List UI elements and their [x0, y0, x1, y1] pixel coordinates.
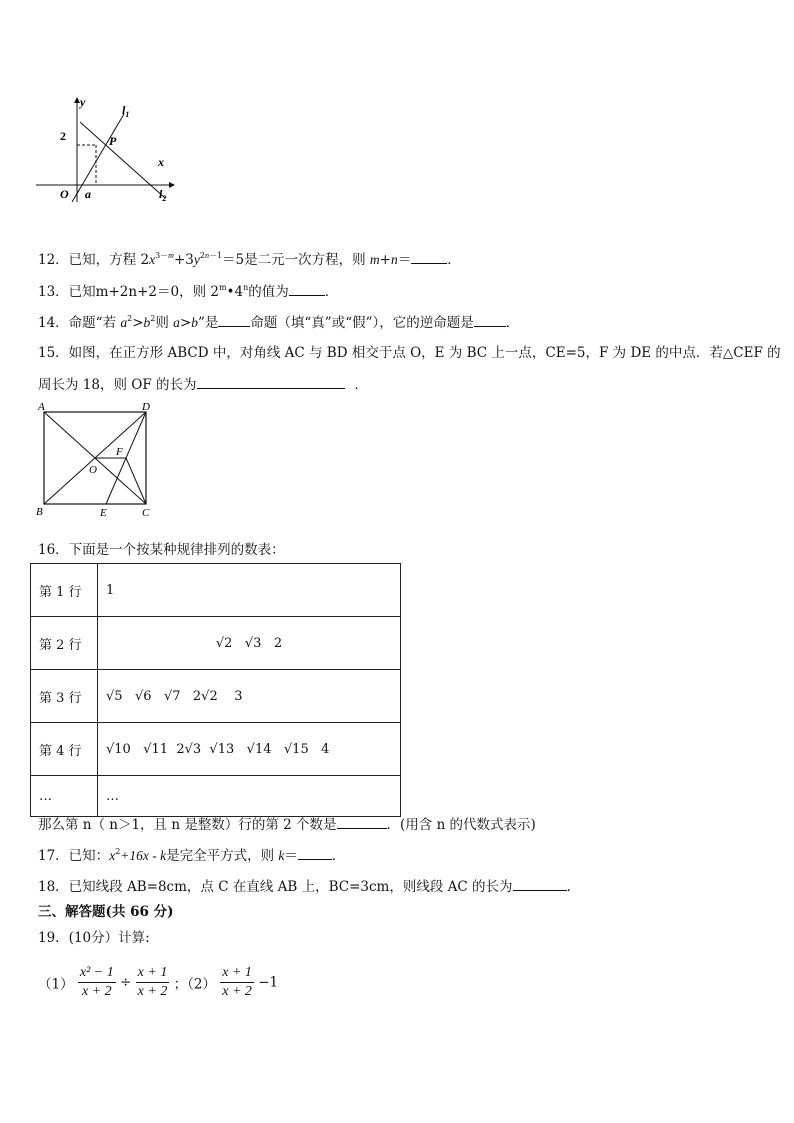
table-row: … … — [31, 776, 401, 817]
question-16-ask: 那么第 n（ n＞1，且 n 是整数）行的第 2 个数是 ．(用含 n 的代数式表示) — [38, 814, 536, 835]
question-12: 12．已知，方程 $2x^{3-m}+3y^{2n-1}=5$是二元一次方程，则 m+n＝ ． — [38, 251, 461, 268]
question-15-line1: 15．如图，在正方形 ABCD 中，对角线 AC 与 BD 相交于点 O，E 为 BC 上一点，CE=5，F 为 DE 的中点．若△CEF 的 — [38, 345, 781, 361]
line-graph-figure — [30, 92, 180, 207]
label-F: F — [116, 446, 123, 458]
l1-label: $l_1$ — [122, 103, 130, 119]
label-E: E — [100, 507, 107, 519]
label-B: B — [36, 506, 43, 518]
origin-label: O — [60, 187, 69, 201]
answer-blank-14b[interactable] — [474, 312, 506, 327]
fraction-2: $\frac{x + 1}{x + 2}$ — [137, 965, 168, 999]
fraction-1: $\frac{\text{x² − 1}}{x + 2}$ — [79, 965, 114, 999]
p-label: P — [109, 134, 117, 148]
y-label: y — [80, 95, 86, 109]
table-row: 第 4 行 √10 √11 2√3 √13 √14 √15 4 — [31, 723, 401, 776]
question-16-intro: 16．下面是一个按某种规律排列的数表： — [38, 542, 285, 558]
answer-blank-16[interactable] — [337, 814, 387, 829]
question-19: 19．(10分）计算: — [38, 930, 150, 946]
l2-label: $l_2$ — [159, 187, 167, 203]
section-3-title: 三、解答题(共 66 分) — [38, 904, 174, 920]
label-A: A — [38, 401, 45, 413]
question-19-parts: （1） $\frac{\text{x² − 1}}{x + 2}$ ÷ $\frac{x + 1}{x + 2}$ ；（2） $\frac{x + 1}{x + 2}$ −1 — [38, 965, 279, 999]
label-C: C — [142, 507, 150, 519]
answer-blank-13[interactable] — [289, 281, 325, 296]
a-label: a — [85, 187, 91, 201]
table-row: 第 3 行 √5 √6 √7 2√2 3 — [31, 670, 401, 723]
label-D: D — [142, 401, 150, 413]
question-18: 18．已知线段 AB=8cm，点 C 在直线 AB 上，BC=3cm，则线段 AC 的长为 . — [38, 876, 571, 897]
answer-blank-14a[interactable] — [218, 312, 250, 327]
label-O: O — [89, 464, 97, 476]
answer-blank-15[interactable] — [197, 374, 345, 389]
two-label: 2 — [60, 129, 66, 143]
table-row: 第 2 行 √2 √3 2 — [31, 617, 401, 670]
table-row: 第 1 行 1 — [31, 564, 401, 617]
question-13: 13．已知m+2n+2＝0，则 2$^m$•4$^n$的值为 ． — [38, 283, 339, 300]
line-l1 — [72, 114, 124, 202]
sequence-table — [30, 563, 401, 817]
square-figure — [34, 398, 164, 522]
question-17: 17．已知：$x^2+16x - k$是完全平方式，则 k＝ ． — [38, 847, 346, 864]
line-l2 — [80, 122, 165, 198]
question-15-line2: 周长为 18，则 OF 的长为 ． — [38, 374, 368, 395]
fraction-3: $\frac{x + 1}{x + 2}$ — [222, 965, 252, 999]
answer-blank-12[interactable] — [411, 249, 447, 264]
question-14: 14．命题“若 $a^2>b^2$则 a>b”是 命题（填“真”或“假”），它的逆命题是 ． — [38, 314, 520, 331]
x-label: x — [158, 155, 164, 169]
answer-blank-18[interactable] — [513, 876, 567, 891]
answer-blank-17[interactable] — [298, 845, 332, 860]
